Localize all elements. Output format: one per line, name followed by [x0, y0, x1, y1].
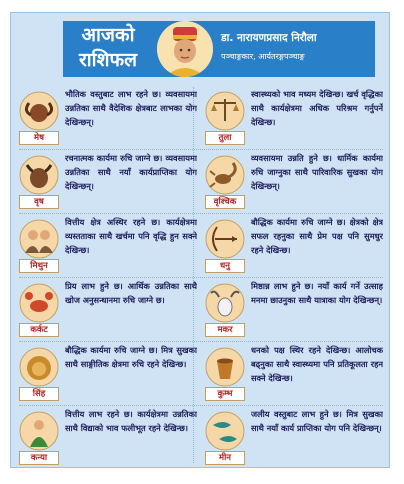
lion-icon — [19, 345, 59, 389]
sign-text: वित्तीय क्षेत्र अस्थिर रहने छ। कार्यक्षेत्रमा व्यस्तताका साथै खर्चमा पनि वृद्धि हुन सक्ने देखिन्छ। — [65, 217, 197, 255]
scales-icon — [205, 89, 245, 133]
row-separator — [19, 149, 383, 150]
sign-entry — [205, 87, 383, 149]
sign-label: मकर — [205, 323, 245, 337]
fish-icon — [205, 409, 245, 453]
row-separator — [19, 277, 383, 278]
sign-entry — [205, 215, 383, 277]
goat-icon — [205, 281, 245, 325]
author-role: पञ्चाङ्गकार, आर्यतरङ्गपञ्चाङ्ग — [221, 52, 305, 61]
sign-label: सिंह — [19, 387, 59, 401]
sign-text: स्वास्थ्यको भाव मध्यम देखिन्छ। खर्च वृद्धिका साथै कार्यक्षेत्रमा अधिक परिश्रम गर्नुपर्ने देखिन्छ। — [251, 89, 383, 127]
ram-icon — [19, 89, 59, 133]
sign-text: धनको पक्ष स्थिर रहने देखिन्छ। आलोचक बढ्नुका साथै स्वास्थ्यमा पनि प्रतिकूलता रहन सक्ने देखिन्छ। — [251, 345, 383, 383]
sign-text: रचनात्मक कार्यमा रुचि जाग्ने छ। व्यवसायमा उन्नतिका साथै नयाँ कार्यप्राप्तिका योग देखिन्छन्। — [65, 153, 197, 191]
row-separator — [19, 213, 383, 214]
sign-label: वृष — [19, 195, 59, 209]
page-title — [63, 23, 153, 73]
sign-entry — [205, 279, 383, 341]
sign-text: बौद्धिक कार्यमा रुचि जाग्ने छ। क्षेत्रको क्षेत्र सफल रहनुका साथै प्रेम पक्ष पनि सुमधुर रहने देखिन्छ। — [251, 217, 383, 255]
twins-icon — [19, 217, 59, 261]
sign-label: मेष — [19, 131, 59, 145]
sign-label: धनु — [205, 259, 245, 273]
row-separator — [19, 405, 383, 406]
sign-entry — [19, 407, 197, 469]
sign-label: कन्या — [19, 451, 59, 465]
sign-entry — [205, 151, 383, 213]
sign-text: जलीय वस्तुबाट लाभ हुने छ। मित्र सुखका साथै नयाँ कार्य प्राप्तिका योग पनि देखिन्छन्। — [251, 409, 383, 433]
sign-text: भौतिक वस्तुबाट लाभ रहने छ। व्यवसायमा उन्नतिका साथै वैदेशिक क्षेत्रबाट लाभका योग देखिन्छन्। — [65, 89, 197, 127]
sign-label: कुम्भ — [205, 387, 245, 401]
horoscope-panel — [10, 12, 390, 468]
sign-text: प्रिय लाभ हुने छ। आर्थिक उन्नतिका साथै खोज अनुसन्धानमा रुचि जाग्ने छ। — [65, 281, 197, 305]
sign-label: मिथुन — [19, 259, 59, 273]
sign-label: तुला — [205, 131, 245, 145]
sign-text: वित्तीय लाभ रहने छ। कार्यक्षेत्रमा उन्नतिका साथै विद्याको भाव फलीभूत रहने देखिन्छ। — [65, 409, 197, 433]
sign-entry — [19, 343, 197, 405]
bull-icon — [19, 153, 59, 197]
maiden-icon — [19, 409, 59, 453]
header-banner — [63, 21, 375, 77]
archer-icon — [205, 217, 245, 261]
sign-entry — [19, 279, 197, 341]
sign-label: कर्कट — [19, 323, 59, 337]
sign-text: व्यवसायमा उन्नति हुने छ। धार्मिक कार्यमा रुचि जाग्नुका साथै पारिवारिक सुखका योग देखिन्छन्। — [251, 153, 383, 191]
title-line-1: आजको — [81, 24, 135, 46]
sign-entry — [19, 87, 197, 149]
scorpion-icon — [205, 153, 245, 197]
sign-text: बौद्धिक कार्यमा रुचि जाग्ने छ। मित्र सुखका साथै साङ्गीतिक क्षेत्रमा रुचि रहने देखिन्छ। — [65, 345, 197, 369]
sign-text: मिष्ठान्न लाभ हुने छ। नयाँ कार्य गर्ने उत्साह मनमा छाउनुका साथै यात्राका योग देखिन्छन्। — [251, 281, 383, 305]
sign-entry — [19, 151, 197, 213]
sign-entry — [205, 407, 383, 469]
water-bearer-icon — [205, 345, 245, 389]
sign-entry — [19, 215, 197, 277]
author-portrait — [157, 21, 213, 77]
sign-label: मीन — [205, 451, 245, 465]
row-separator — [19, 341, 383, 342]
sign-label: वृश्चिक — [205, 195, 245, 209]
title-line-2: राशिफल — [78, 49, 138, 71]
author-name: डा. नारायणप्रसाद निरौला — [221, 32, 317, 44]
crab-icon — [19, 281, 59, 325]
sign-entry — [205, 343, 383, 405]
